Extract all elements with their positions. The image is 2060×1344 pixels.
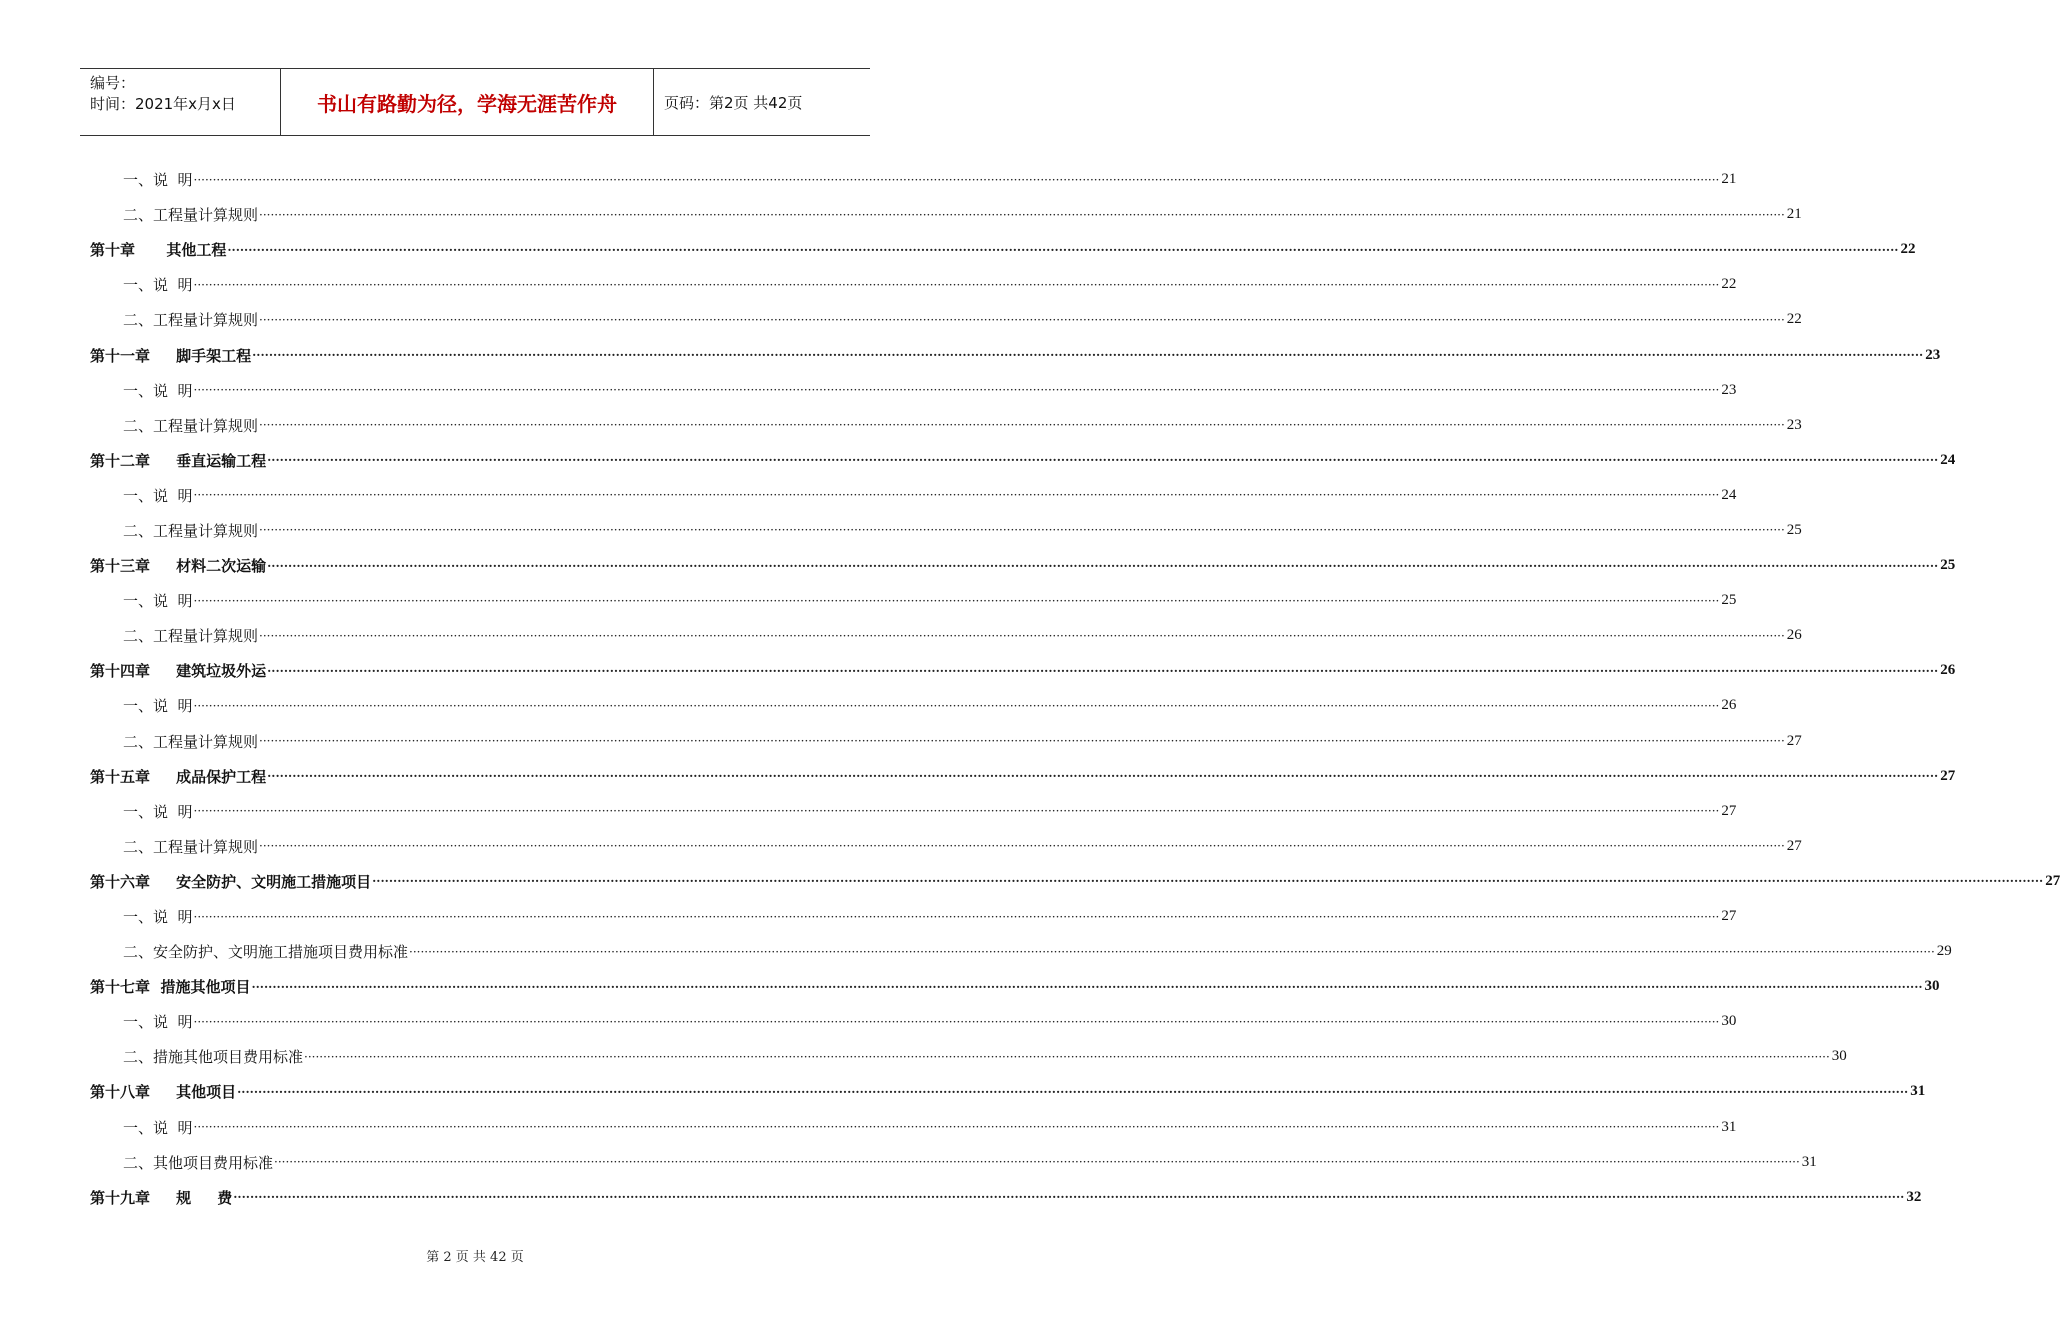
toc-entry-page-number: 21 xyxy=(1721,171,1737,188)
toc-chapter-entry[interactable] xyxy=(90,337,1941,372)
dot-leader: ················································································································································································································································································································································································································ xyxy=(237,1084,1909,1099)
toc-sub-entry[interactable] xyxy=(90,688,1737,723)
toc-entry-page-number: 26 xyxy=(1786,627,1802,644)
toc-chapter-entry[interactable] xyxy=(90,548,1956,583)
toc-entry-page-number: 25 xyxy=(1786,521,1802,538)
toc-chapter-entry[interactable] xyxy=(90,864,2060,899)
toc-entry-page-number: 30 xyxy=(1721,1013,1737,1030)
toc-sub-entry[interactable] xyxy=(90,829,1802,864)
toc-entry-label: 第十四章 建筑垃圾外运 xyxy=(90,662,267,681)
toc-entry-label: 二、工程量计算规则 xyxy=(123,627,259,646)
dot-leader: ················································································································································································································································································································································································································ xyxy=(193,488,1720,503)
toc-entry-label: 一、说 明 xyxy=(123,1118,193,1137)
dot-leader: ················································································································································································································································································································································································································ xyxy=(304,1049,1830,1064)
toc-entry-page-number: 24 xyxy=(1940,451,1956,468)
toc-entry-page-number: 23 xyxy=(1721,381,1737,398)
toc-entry-page-number: 25 xyxy=(1721,592,1737,609)
toc-entry-label: 一、说 明 xyxy=(123,592,193,611)
toc-entry-label: 二、工程量计算规则 xyxy=(123,206,259,225)
toc-entry-page-number: 26 xyxy=(1721,697,1737,714)
toc-entry-page-number: 27 xyxy=(1721,908,1737,925)
toc-entry-page-number: 24 xyxy=(1721,486,1737,503)
toc-sub-entry[interactable] xyxy=(90,302,1802,337)
toc-entry-page-number: 27 xyxy=(1721,802,1737,819)
toc-entry-label: 二、工程量计算规则 xyxy=(123,521,259,540)
toc-entry-label: 第十七章 措施其他项目 xyxy=(90,978,251,997)
dot-leader: ················································································································································································································································································································································································································ xyxy=(193,277,1720,292)
toc-sub-entry[interactable] xyxy=(90,1110,1737,1145)
toc-entry-page-number: 31 xyxy=(1801,1153,1817,1170)
dot-leader: ················································································································································································································································································································································································································ xyxy=(267,769,1939,784)
dot-leader: ················································································································································································································································································································································································································ xyxy=(193,1120,1720,1135)
toc-chapter-entry[interactable] xyxy=(90,653,1956,688)
toc-sub-entry[interactable] xyxy=(90,478,1737,513)
dot-leader: ················································································································································································································································································································································································································ xyxy=(267,663,1939,678)
dot-leader: ················································································································································································································································································································································································································ xyxy=(227,242,1899,257)
toc-entry-page-number: 22 xyxy=(1721,276,1737,293)
dot-leader: ················································································································································································································································································································································································································ xyxy=(274,1155,1800,1170)
header-motto: 书山有路勤为径，学海无涯苦作舟 xyxy=(281,69,654,135)
toc-entry-page-number: 31 xyxy=(1910,1083,1926,1100)
toc-entry-page-number: 23 xyxy=(1925,346,1941,363)
toc-entry-label: 第十二章 垂直运输工程 xyxy=(90,451,267,470)
dot-leader: ················································································································································································································································································································································································································ xyxy=(193,909,1720,924)
dot-leader: ················································································································································································································································································································································································································ xyxy=(259,734,1785,749)
toc-entry-label: 第十一章 脚手架工程 xyxy=(90,346,252,365)
dot-leader: ················································································································································································································································································································································································································ xyxy=(259,839,1785,854)
toc-entry-label: 二、工程量计算规则 xyxy=(123,837,259,856)
document-header xyxy=(80,68,870,136)
dot-leader: ················································································································································································································································································································································································································ xyxy=(372,874,2044,889)
toc-sub-entry[interactable] xyxy=(90,934,1952,969)
toc-entry-label: 一、说 明 xyxy=(123,697,193,716)
toc-entry-label: 一、说 明 xyxy=(123,802,193,821)
header-page-label: 页码：第2页 共42页 xyxy=(664,93,803,112)
table-of-contents xyxy=(90,162,2060,1215)
toc-entry-page-number: 22 xyxy=(1900,241,1916,258)
dot-leader: ················································································································································································································································································································································································································ xyxy=(252,348,1924,363)
toc-sub-entry[interactable] xyxy=(90,1145,1817,1180)
toc-entry-page-number: 29 xyxy=(1936,943,1952,960)
toc-chapter-entry[interactable] xyxy=(90,1180,1922,1215)
toc-entry-page-number: 27 xyxy=(1786,732,1802,749)
toc-chapter-entry[interactable] xyxy=(90,443,1956,478)
dot-leader: ················································································································································································································································································································································································································ xyxy=(259,628,1785,643)
toc-entry-page-number: 21 xyxy=(1786,206,1802,223)
toc-sub-entry[interactable] xyxy=(90,1004,1737,1039)
page-footer: 第 2 页 共 42 页 xyxy=(426,1250,524,1265)
dot-leader: ················································································································································································································································································································································································································ xyxy=(251,979,1923,994)
toc-entry-label: 一、说 明 xyxy=(123,486,193,505)
toc-sub-entry[interactable] xyxy=(90,583,1737,618)
toc-chapter-entry[interactable] xyxy=(90,232,1916,267)
toc-entry-page-number: 27 xyxy=(1940,767,1956,784)
toc-entry-label: 二、工程量计算规则 xyxy=(123,311,259,330)
toc-entry-label: 第十六章 安全防护、文明施工措施项目 xyxy=(90,872,372,891)
toc-entry-page-number: 31 xyxy=(1721,1118,1737,1135)
toc-sub-entry[interactable] xyxy=(90,408,1802,443)
dot-leader: ················································································································································································································································································································································································································ xyxy=(193,593,1720,608)
dot-leader: ················································································································································································································································································································································································································ xyxy=(259,312,1785,327)
dot-leader: ················································································································································································································································································································································································································ xyxy=(193,383,1720,398)
toc-entry-label: 二、安全防护、文明施工措施项目费用标准 xyxy=(123,943,409,962)
toc-entry-page-number: 30 xyxy=(1924,978,1940,995)
dot-leader: ················································································································································································································································································································································································································ xyxy=(193,1014,1720,1029)
toc-entry-page-number: 32 xyxy=(1906,1188,1922,1205)
dot-leader: ················································································································································································································································································································································································································ xyxy=(259,418,1785,433)
toc-entry-label: 二、工程量计算规则 xyxy=(123,416,259,435)
toc-sub-entry[interactable] xyxy=(90,724,1802,759)
toc-sub-entry[interactable] xyxy=(90,899,1737,934)
toc-chapter-entry[interactable] xyxy=(90,969,1940,1004)
toc-entry-label: 一、说 明 xyxy=(123,1013,193,1032)
toc-entry-page-number: 23 xyxy=(1786,416,1802,433)
toc-entry-label: 第十八章 其他项目 xyxy=(90,1083,237,1102)
toc-entry-label: 二、其他项目费用标准 xyxy=(123,1153,274,1172)
code-label: 编号： xyxy=(90,74,136,92)
toc-sub-entry[interactable] xyxy=(90,267,1737,302)
dot-leader: ················································································································································································································································································································································································································ xyxy=(259,207,1785,222)
toc-chapter-entry[interactable] xyxy=(90,759,1956,794)
toc-sub-entry[interactable] xyxy=(90,513,1802,548)
toc-entry-page-number: 30 xyxy=(1831,1048,1847,1065)
toc-entry-label: 第十九章 规 费 xyxy=(90,1188,233,1207)
toc-chapter-entry[interactable] xyxy=(90,1074,1926,1109)
toc-entry-label: 第十五章 成品保护工程 xyxy=(90,767,267,786)
toc-entry-page-number: 22 xyxy=(1786,311,1802,328)
toc-sub-entry[interactable] xyxy=(90,197,1802,232)
dot-leader: ················································································································································································································································································································································································································ xyxy=(233,1190,1905,1205)
toc-entry-label: 一、说 明 xyxy=(123,908,193,927)
toc-entry-label: 一、说 明 xyxy=(123,276,193,295)
dot-leader: ················································································································································································································································································································································································································ xyxy=(259,523,1785,538)
toc-entry-label: 一、说 明 xyxy=(123,171,193,190)
toc-sub-entry[interactable] xyxy=(90,794,1737,829)
dot-leader: ················································································································································································································································································································································································································ xyxy=(409,944,1935,959)
toc-entry-label: 二、措施其他项目费用标准 xyxy=(123,1048,304,1067)
date-label: 时间：2021年x月x日 xyxy=(90,95,236,113)
toc-entry-page-number: 27 xyxy=(2045,872,2060,889)
dot-leader: ················································································································································································································································································································································································································ xyxy=(193,698,1720,713)
toc-sub-entry[interactable] xyxy=(90,1039,1847,1074)
toc-entry-page-number: 25 xyxy=(1940,557,1956,574)
toc-sub-entry[interactable] xyxy=(90,373,1737,408)
toc-entry-label: 二、工程量计算规则 xyxy=(123,732,259,751)
toc-entry-label: 一、说 明 xyxy=(123,381,193,400)
dot-leader: ················································································································································································································································································································································································································ xyxy=(193,804,1720,819)
toc-entry-label: 第十三章 材料二次运输 xyxy=(90,557,267,576)
dot-leader: ················································································································································································································································································································································································································ xyxy=(267,558,1939,573)
dot-leader: ················································································································································································································································································································································································································ xyxy=(267,453,1939,468)
toc-entry-page-number: 26 xyxy=(1940,662,1956,679)
header-meta xyxy=(80,69,281,135)
toc-sub-entry[interactable] xyxy=(90,618,1802,653)
toc-sub-entry[interactable] xyxy=(90,162,1737,197)
toc-entry-page-number: 27 xyxy=(1786,837,1802,854)
toc-entry-label: 第十章 其他工程 xyxy=(90,241,227,260)
dot-leader: ················································································································································································································································································································································································································ xyxy=(193,172,1720,187)
